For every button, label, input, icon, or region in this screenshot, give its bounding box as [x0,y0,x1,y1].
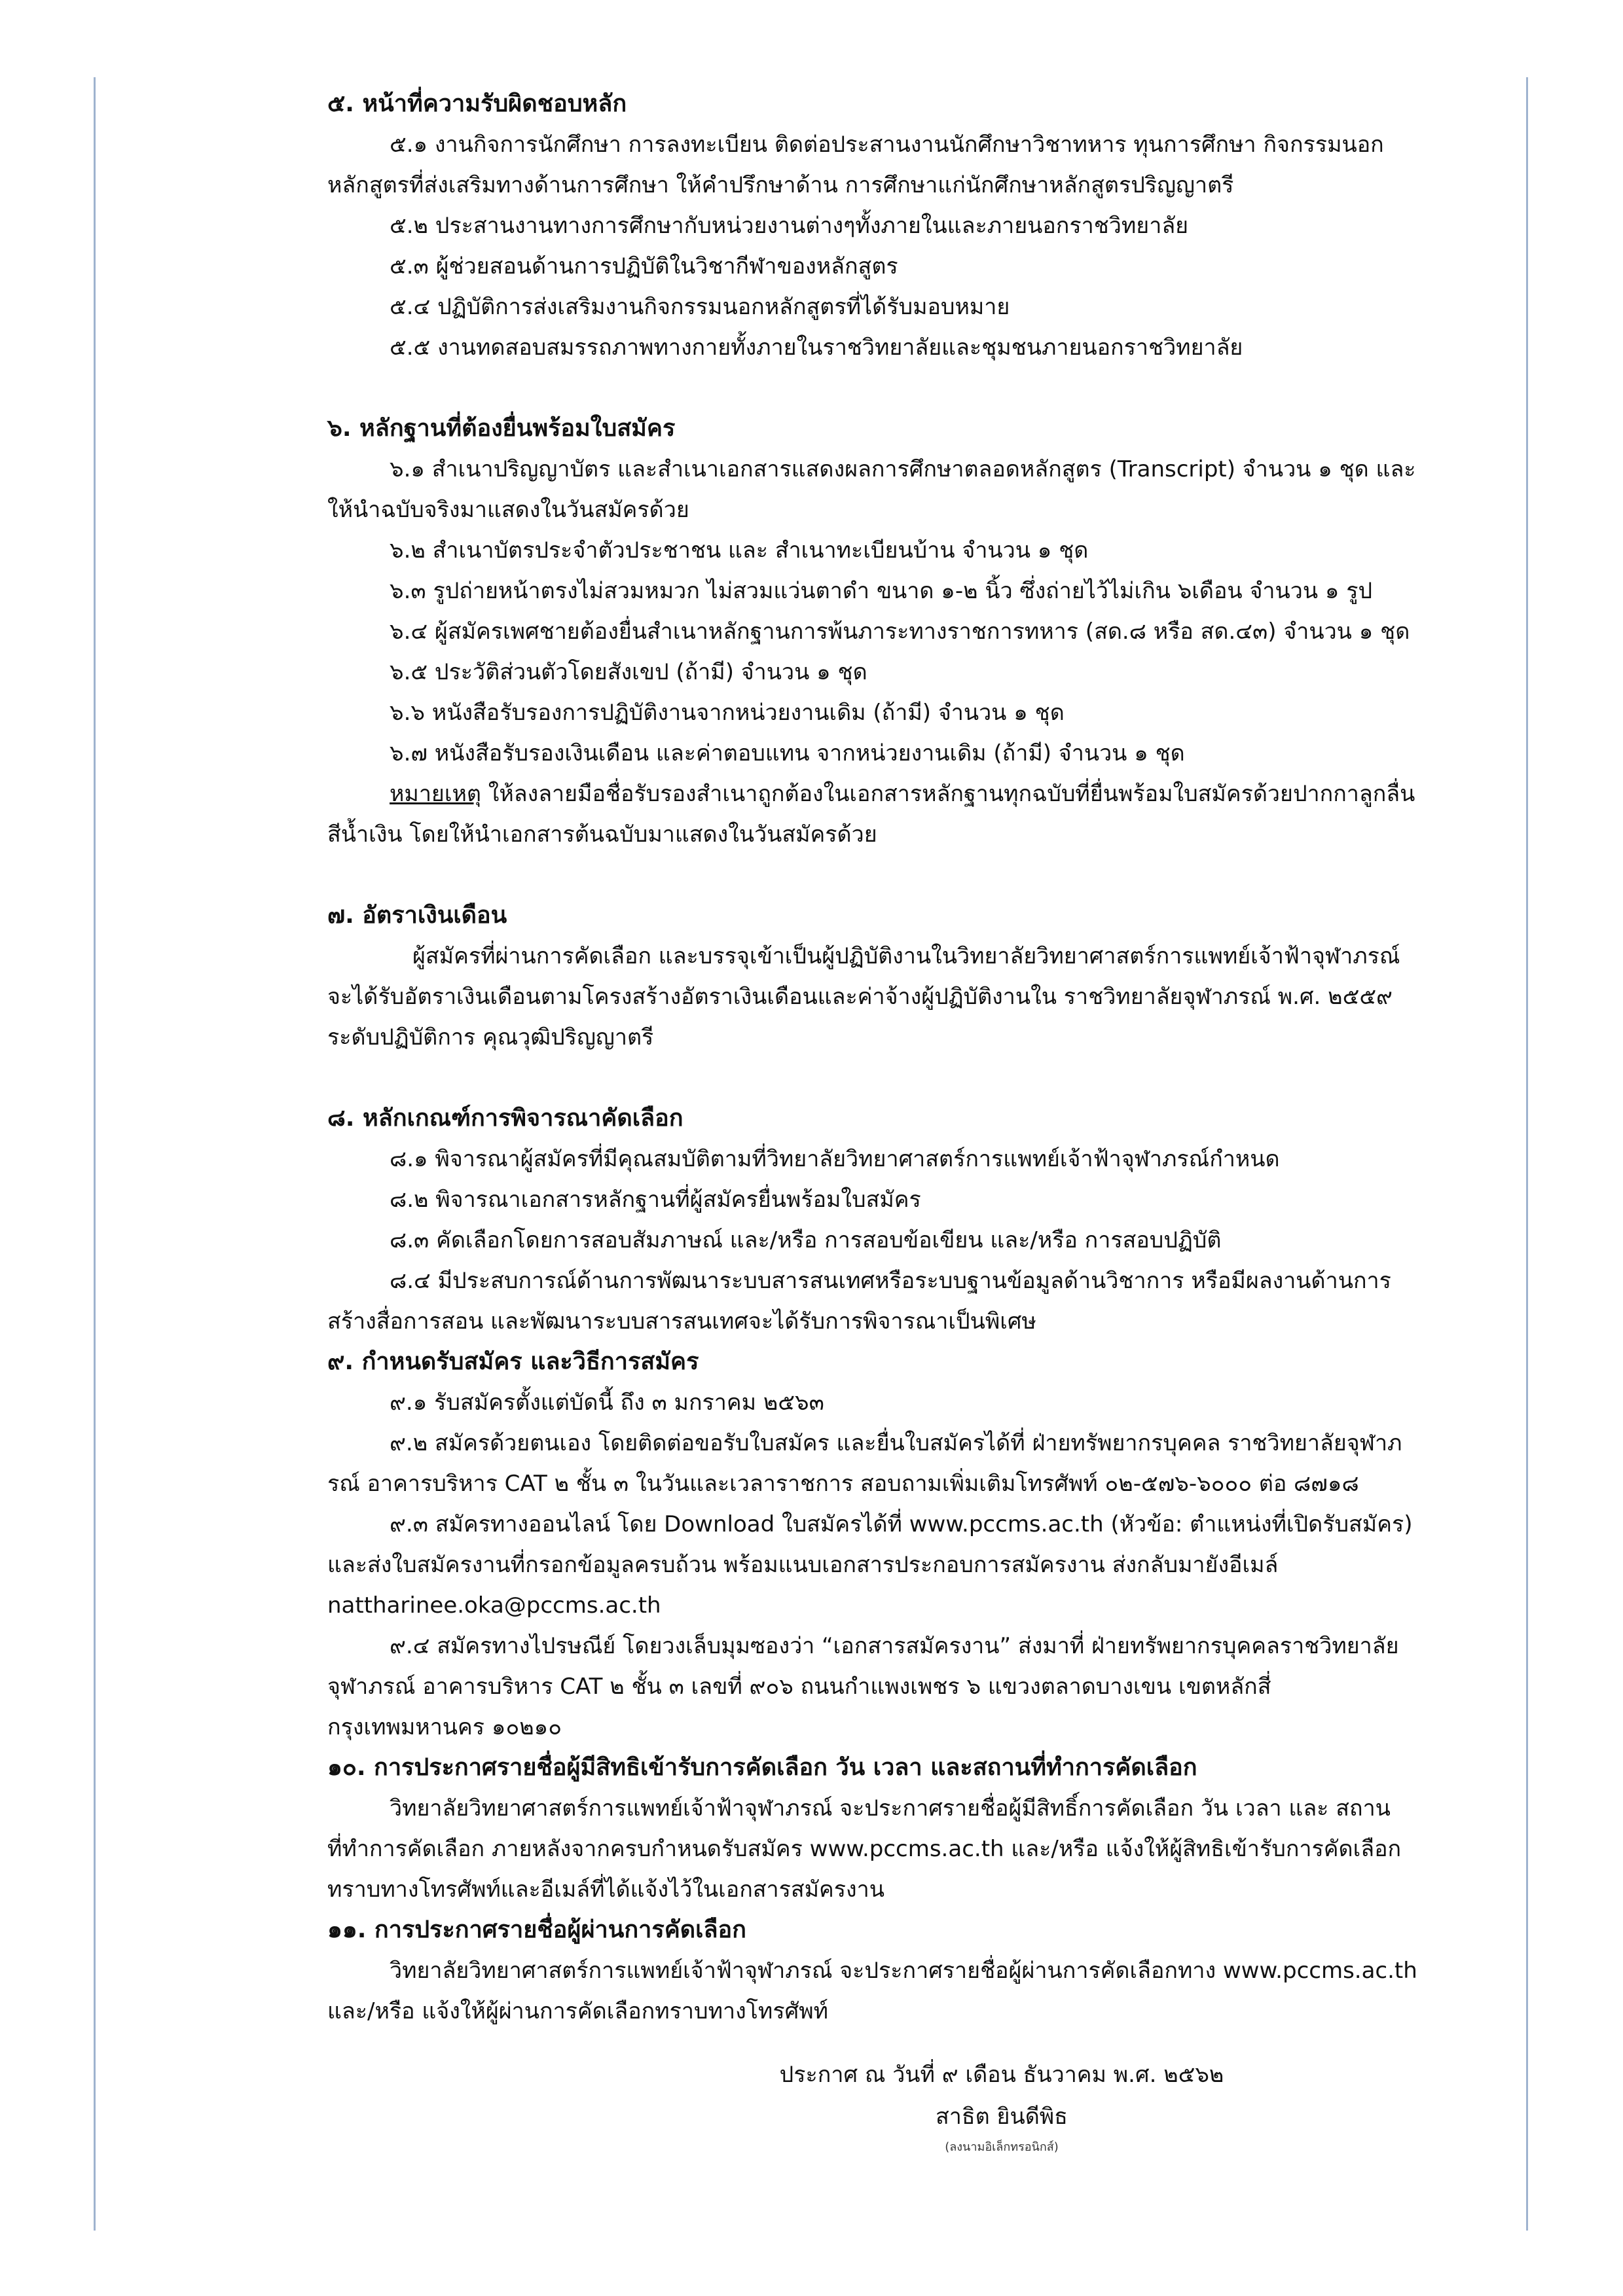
section-9 [327,1342,1427,1748]
section-6-item: ๖.๕ ประวัติส่วนตัวโดยสังเขป (ถ้ามี) จำนวน ๑ ชุด [390,659,867,685]
section-6-item: ๖.๖ หนังสือรับรองการปฏิบัติงานจากหน่วยงานเดิม (ถ้ามี) จำนวน ๑ ชุด [390,700,1065,726]
section-6-item: ๖.๔ ผู้สมัครเพศชายต้องยื่นสำเนาหลักฐานการพ้นภาระทางราชการทหาร (สด.๘ หรือ สด.๔๓) จำนวน ๑ ชุด [390,619,1410,645]
section-10-heading: ๑๐. การประกาศรายชื่อผู้มีสิทธิเข้ารับการคัดเลือก วัน เวลา และสถานที่ทำการคัดเลือก [327,1754,1197,1781]
section-8-item: ๘.๑ พิจารณาผู้สมัครที่มีคุณสมบัติตามที่วิทยาลัยวิทยาศาสตร์การแพทย์เจ้าฟ้าจุฬาภรณ์กำหนด [390,1146,1280,1172]
section-5 [327,84,1427,368]
section-9-item: ๙.๓ สมัครทางออนไลน์ โดย Download ใบสมัครได้ที่ www.pccms.ac.th (หัวข้อ: ตำแหน่งที่เปิดรับสมัคร) และส่งใบสมัครงานที่กรอกข้อมูลครบถ้วน พร้อมแนบเอกสารประกอบการสมัครงาน ส่งกลับมายังอีเมล์ nattharinee.oka@pccms.ac.th [327,1511,1413,1619]
section-8-item: ๘.๓ คัดเลือกโดยการสอบสัมภาษณ์ และ/หรือ การสอบข้อเขียน และ/หรือ การสอบปฏิบัติ [390,1227,1222,1253]
section-5-heading: ๕. หน้าที่ความรับผิดชอบหลัก [327,90,627,117]
section-10 [327,1748,1427,1910]
signatory-name: สาธิต ยินดีพิธ [936,2104,1068,2130]
section-6-heading: ๖. หลักฐานที่ต้องยื่นพร้อมใบสมัคร [327,415,676,442]
section-6-item: ๖.๓ รูปถ่ายหน้าตรงไม่สวมหมวก ไม่สวมแว่นตาดำ ขนาด ๑-๒ นิ้ว ซึ่งถ่ายไว้ไม่เกิน ๖เดือน จำนวน ๑ รูป [390,578,1373,604]
section-9-item: ๙.๔ สมัครทางไปรษณีย์ โดยวงเล็บมุมซองว่า “เอกสารสมัครงาน” ส่งมาที่ ฝ่ายทรัพยากรบุคคลราชวิทยาลัยจุฬาภรณ์ อาคารบริหาร CAT ๒ ชั้น ๓ เลขที่ ๙๐๖ ถนนกำแพงเพชร ๖ แขวงตลาดบางเขน เขตหลักสี่ กรุงเทพมหานคร ๑๐๒๑๐ [327,1633,1399,1740]
note-label: หมายเหตุ [390,781,481,807]
section-9-item: ๙.๑ รับสมัครตั้งแต่บัดนี้ ถึง ๓ มกราคม ๒๕๖๓ [390,1390,824,1416]
section-11-text: วิทยาลัยวิทยาศาสตร์การแพทย์เจ้าฟ้าจุฬาภรณ์ จะประกาศรายชื่อผู้ผ่านการคัดเลือกทาง www.pccms.ac.th และ/หรือ แจ้งให้ผู้ผ่านการคัดเลือกทราบทางโทรศัพท์ [327,1958,1417,2024]
section-10-text: วิทยาลัยวิทยาศาสตร์การแพทย์เจ้าฟ้าจุฬาภรณ์ จะประกาศรายชื่อผู้มีสิทธิ์การคัดเลือก วัน เวลา และ สถานที่ทำการคัดเลือก ภายหลังจากครบกำหนดรับสมัคร www.pccms.ac.th และ/หรือ แจ้งให้ผู้สิทธิเข้ารับการคัดเลือกทราบทางโทรศัพท์และอีเมล์ที่ได้แจ้งไว้ในเอกสารสมัครงาน [327,1795,1402,1903]
section-9-heading: ๙. กำหนดรับสมัคร และวิธีการสมัคร [327,1348,699,1375]
section-5-item: ๕.๕ งานทดสอบสมรรถภาพทางกายทั้งภายในราชวิทยาลัยและชุมชนภายนอกราชวิทยาลัย [390,334,1243,361]
right-border-line [1526,77,1528,2231]
section-6-item: ๖.๑ สำเนาปริญญาบัตร และสำเนาเอกสารแสดงผลการศึกษาตลอดหลักสูตร (Transcript) จำนวน ๑ ชุด และให้นำฉบับจริงมาแสดงในวันสมัครด้วย [327,456,1416,523]
left-border-line [94,77,96,2231]
section-7-heading: ๗. อัตราเงินเดือน [327,902,507,929]
section-6-note [327,774,1427,855]
section-8 [327,1098,1427,1342]
section-7 [327,895,1427,1058]
section-6-item: ๖.๒ สำเนาบัตรประจำตัวประชาชน และ สำเนาทะเบียนบ้าน จำนวน ๑ ชุด [390,537,1089,564]
section-8-heading: ๘. หลักเกณฑ์การพิจารณาคัดเลือก [327,1105,684,1132]
section-5-item: ๕.๔ ปฏิบัติการส่งเสริมงานกิจกรรมนอกหลักสูตรที่ได้รับมอบหมาย [390,294,1010,320]
section-6 [327,408,1427,855]
section-11-heading: ๑๑. การประกาศรายชื่อผู้ผ่านการคัดเลือก [327,1916,746,1943]
section-8-item: ๘.๔ มีประสบการณ์ด้านการพัฒนาระบบสารสนเทศหรือระบบฐานข้อมูลด้านวิชาการ หรือมีผลงานด้านการสร้างสื่อการสอน และพัฒนาระบบสารสนเทศจะได้รับการพิจารณาเป็นพิเศษ [327,1268,1391,1335]
announcement-date: ประกาศ ณ วันที่ ๙ เดือน ธันวาคม พ.ศ. ๒๕๖๒ [779,2062,1224,2088]
section-11 [327,1910,1427,2032]
section-5-item: ๕.๓ ผู้ช่วยสอนด้านการปฏิบัติในวิชากีฬาของหลักสูตร [390,253,898,279]
electronic-signature-note: (ลงนามอิเล็กทรอนิกส์) [945,2140,1059,2154]
document-body [327,84,1427,2032]
section-5-item: ๕.๒ ประสานงานทางการศึกษากับหน่วยงานต่างๆทั้งภายในและภายนอกราชวิทยาลัย [390,213,1189,239]
signature-block [327,2054,1427,2157]
section-7-text: ผู้สมัครที่ผ่านการคัดเลือก และบรรจุเข้าเป็นผู้ปฏิบัติงานในวิทยาลัยวิทยาศาสตร์การแพทย์เจ้าฟ้าจุฬาภรณ์ จะได้รับอัตราเงินเดือนตามโครงสร้างอัตราเงินเดือนและค่าจ้างผู้ปฏิบัติงานใน ราชวิทยาลัยจุฬาภรณ์ พ.ศ. ๒๕๕๙ ระดับปฏิบัติการ คุณวุฒิปริญญาตรี [327,943,1400,1050]
section-5-item: ๕.๑ งานกิจการนักศึกษา การลงทะเบียน ติดต่อประสานงานนักศึกษาวิชาทหาร ทุนการศึกษา กิจกรรมนอกหลักสูตรที่ส่งเสริมทางด้านการศึกษา ให้คำปรึกษาด้าน การศึกษาแก่นักศึกษาหลักสูตรปริญญาตรี [327,132,1384,198]
section-8-item: ๘.๒ พิจารณาเอกสารหลักฐานที่ผู้สมัครยื่นพร้อมใบสมัคร [390,1187,921,1213]
note-text: ให้ลงลายมือชื่อรับรองสำเนาถูกต้องในเอกสารหลักฐานทุกฉบับที่ยื่นพร้อมใบสมัครด้วยปากกาลูกลื่นสีน้ำเงิน โดยให้นำเอกสารต้นฉบับมาแสดงในวันสมัครด้วย [327,781,1415,848]
section-9-item: ๙.๒ สมัครด้วยตนเอง โดยติดต่อขอรับใบสมัคร และยื่นใบสมัครได้ที่ ฝ่ายทรัพยากรบุคคล ราชวิทยาลัยจุฬาภรณ์ อาคารบริหาร CAT ๒ ชั้น ๓ ในวันและเวลาราชการ สอบถามเพิ่มเติมโทรศัพท์ ๐๒-๕๗๖-๖๐๐๐ ต่อ ๘๗๑๘ [327,1430,1402,1497]
section-6-item: ๖.๗ หนังสือรับรองเงินเดือน และค่าตอบแทน จากหน่วยงานเดิม (ถ้ามี) จำนวน ๑ ชุด [390,740,1185,766]
